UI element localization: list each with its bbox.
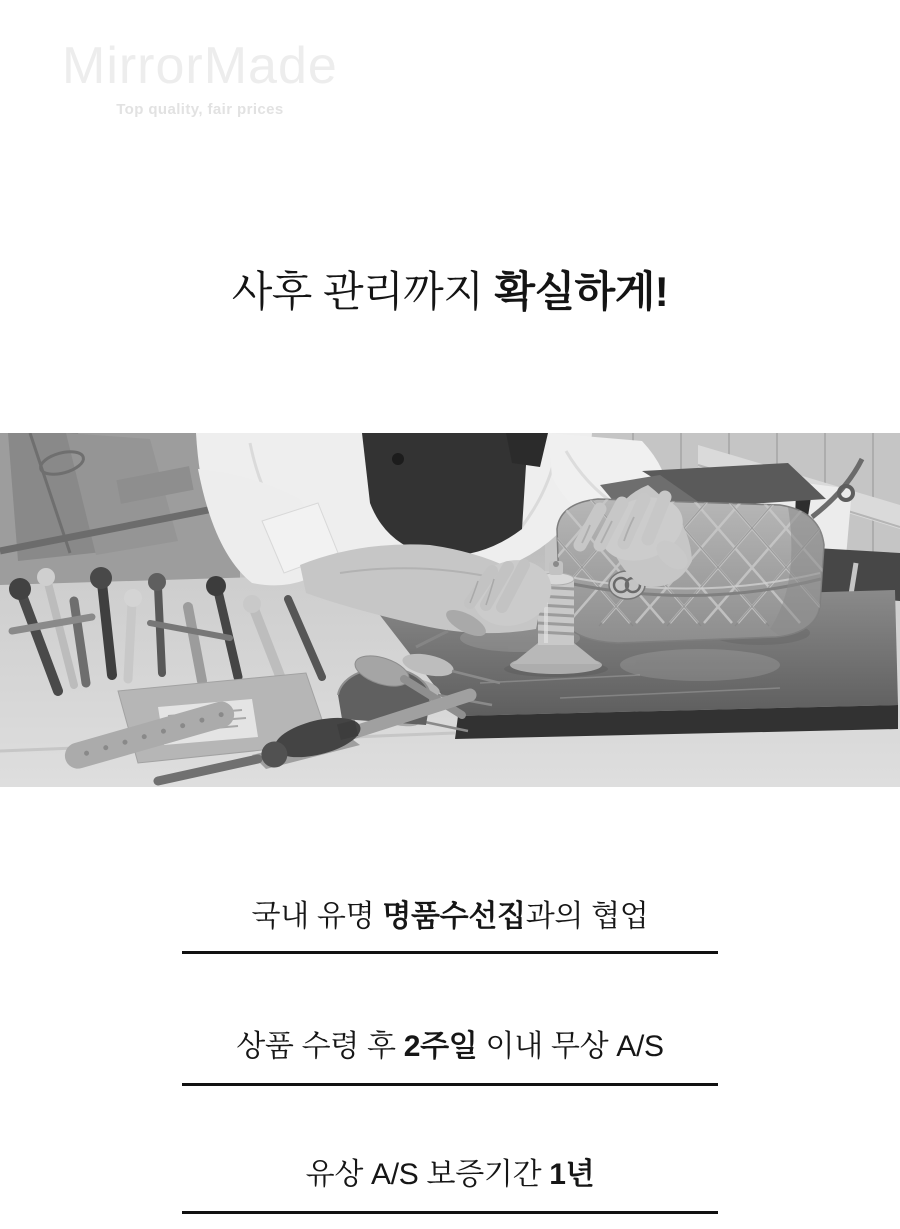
benefit-line-3 bbox=[0, 1157, 900, 1193]
workshop-photo bbox=[0, 433, 900, 787]
benefit-divider-2 bbox=[182, 1083, 718, 1086]
benefit-line-1 bbox=[0, 899, 900, 935]
benefit-2-bold: 2주일 bbox=[403, 1030, 478, 1063]
benefit-2-post: 이내 무상 A/S bbox=[477, 1030, 664, 1063]
benefit-3-pre: 유상 A/S 보증기간 bbox=[305, 1158, 550, 1191]
brand-logo: MirrorMade bbox=[62, 37, 338, 95]
benefit-divider-1 bbox=[182, 951, 718, 954]
brand-tagline: Top quality, fair prices bbox=[116, 101, 284, 118]
headline-bold: 확실하게! bbox=[494, 268, 669, 315]
benefit-1-bold: 명품수선집 bbox=[382, 900, 526, 933]
workshop-photo-art bbox=[0, 433, 900, 787]
benefit-divider-3 bbox=[182, 1211, 718, 1214]
benefit-line-2 bbox=[0, 1029, 900, 1065]
benefit-1-pre: 국내 유명 bbox=[251, 900, 383, 933]
headline-regular: 사후 관리까지 bbox=[231, 268, 495, 315]
benefit-2-pre: 상품 수령 후 bbox=[236, 1030, 404, 1063]
section-headline bbox=[0, 269, 900, 315]
benefit-3-bold: 1년 bbox=[549, 1158, 595, 1191]
benefit-1-post: 과의 협업 bbox=[525, 900, 649, 933]
brand-watermark bbox=[62, 37, 338, 118]
